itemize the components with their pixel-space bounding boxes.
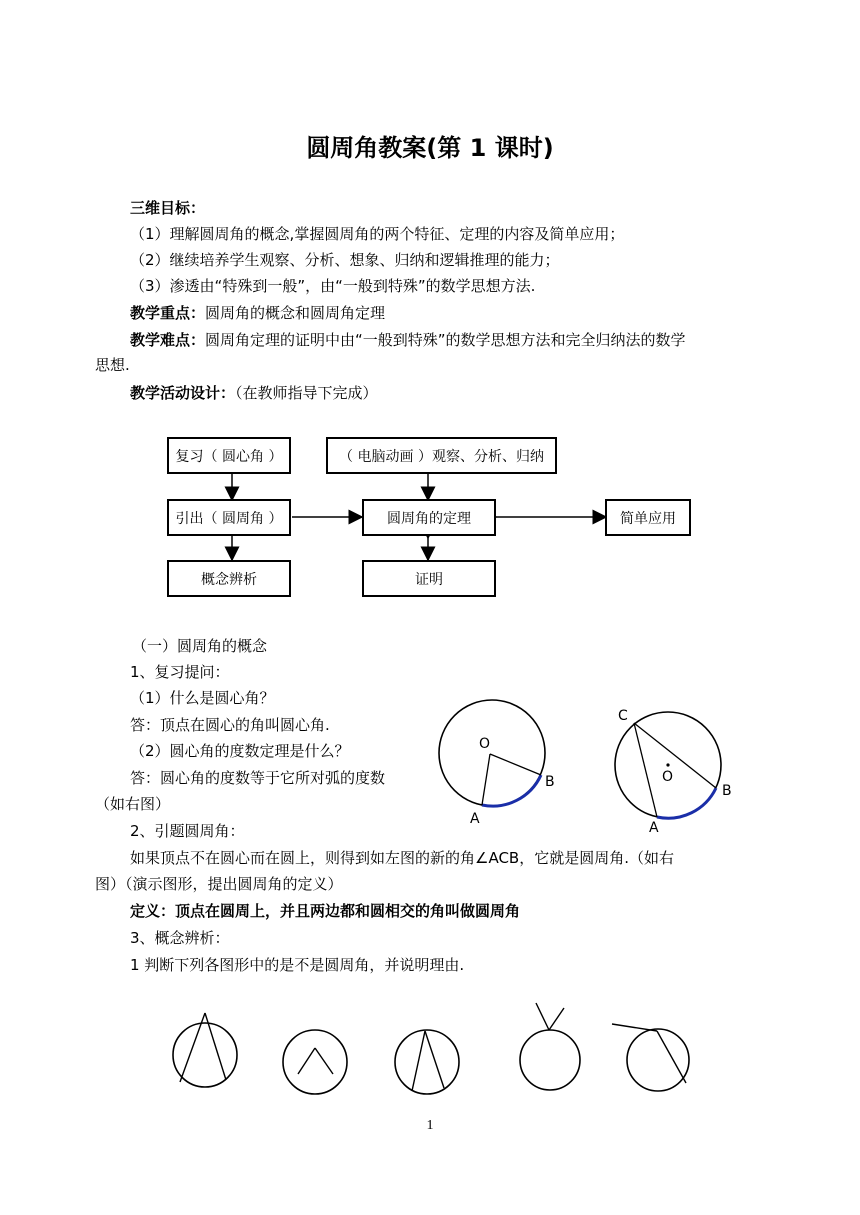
label-a-2: A xyxy=(649,820,659,836)
label-o-2: O xyxy=(662,769,674,785)
definition: 定义：顶点在圆周上，并且两边都和圆相交的角叫做圆周角 xyxy=(130,902,521,920)
page-title: 圆周角教案(第 1 课时) xyxy=(306,134,554,162)
objective-item-1: （1）理解圆周角的概念,掌握圆周角的两个特征、定理的内容及简单应用； xyxy=(130,225,625,243)
flow-apply-box: 简单应用 xyxy=(605,499,691,536)
objective-item-3: （3）渗透由“特殊到一般”，由“一般到特殊”的数学思想方法. xyxy=(130,277,536,295)
key-point-text: 圆周角的概念和圆周角定理 xyxy=(205,304,386,322)
label-o-1: O xyxy=(479,736,491,752)
intro-question: 2、引题圆周角： xyxy=(130,822,245,840)
intro-text: 如果顶点不在圆心而在圆上，则得到如左图的新的角∠ACB，它就是圆周角.（如右 xyxy=(130,849,674,867)
activity-note: （在教师指导下完成） xyxy=(235,384,378,402)
question-1: （1）什么是圆心角？ xyxy=(130,689,275,707)
difficulty-text-cont: 思想. xyxy=(95,356,130,374)
label-c-2: C xyxy=(618,708,628,724)
judge-instruction: 1 判断下列各图形中的是不是圆周角，并说明理由. xyxy=(130,956,465,974)
label-b-1: B xyxy=(545,774,555,790)
judge-figure-5 xyxy=(612,1024,689,1091)
label-a-1: A xyxy=(470,811,480,827)
flow-concept-box: 概念辨析 xyxy=(167,560,291,597)
question-2: （2）圆心角的度数定理是什么？ xyxy=(130,742,350,760)
label-b-2: B xyxy=(722,783,732,799)
answer-2-cont: （如右图） xyxy=(95,795,171,813)
flow-review-box: 复习（ 圆心角 ） xyxy=(167,437,291,474)
judge-figure-2 xyxy=(283,1030,347,1094)
difficulty-label: 教学难点： xyxy=(130,331,206,349)
section1-heading: （一）圆周角的概念 xyxy=(132,637,268,655)
flow-introduce-box: 引出（ 圆周角 ） xyxy=(167,499,291,536)
flow-theorem-box: 圆周角的定理 xyxy=(362,499,496,536)
objectives-heading: 三维目标： xyxy=(130,199,206,217)
judge-figure-3 xyxy=(395,1030,459,1094)
intro-text-cont: 图）（演示图形，提出圆周角的定义） xyxy=(95,875,343,893)
key-point-label: 教学重点： xyxy=(130,304,206,322)
flow-animation-box: （ 电脑动画 ）观察、分析、归纳 xyxy=(326,437,557,474)
judge-figure-4 xyxy=(520,1003,580,1090)
difficulty-text: 圆周角定理的证明中由“一般到特殊”的数学思想方法和完全归纳法的数学 xyxy=(205,331,686,349)
page-number: 1 xyxy=(426,1118,434,1133)
concept-analysis: 3、概念辨析： xyxy=(130,929,230,947)
activity-label: 教学活动设计： xyxy=(130,384,236,402)
flow-proof-box: 证明 xyxy=(362,560,496,597)
review-question: 1、复习提问： xyxy=(130,663,230,681)
objective-item-2: （2）继续培养学生观察、分析、想象、归纳和逻辑推理的能力； xyxy=(130,251,560,269)
judge-figure-1 xyxy=(173,1013,237,1087)
answer-1: 答：顶点在圆心的角叫圆心角. xyxy=(130,716,330,734)
answer-2: 答：圆心角的度数等于它所对弧的度数 xyxy=(130,769,386,787)
